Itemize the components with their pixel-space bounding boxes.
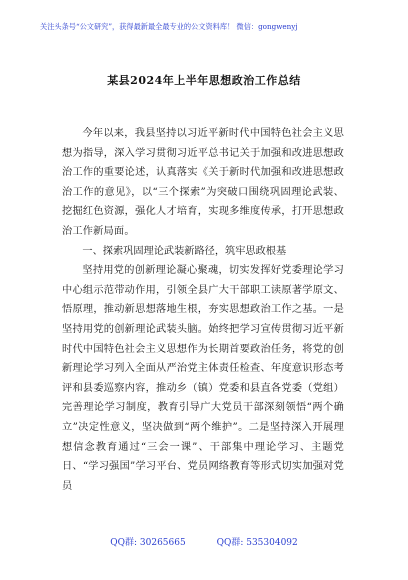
document-body [62, 124, 344, 496]
section-heading-1: 一、探索巩固理论武装新路径，筑牢思政根基 [82, 245, 287, 257]
section-paragraph-1: 坚持用党的创新理论凝心聚魂，切实发挥好党委理论学习中心组示范带动作用，引领全县广大干部职工读原著学原文、悟原理，推动新思想落地生根，夯实思想政治工作之基。一是坚持用党的创新理论武装头脑。始终把学习宣传贯彻习近平新时代中国特色社会主义思想作为长期首要政治任务，将党的创新理论学习列入全面从严治党主体责任检查、年度意识形态考评和县委巡察内容，推动乡（镇）党委和县直各党委（党组）完善理论学习制度，教育引导广大党员干部深刻领悟“两个确立”决定性意义，坚决做到“两个维护”。二是坚持深入开展理想信念教育通过“三会一课”、干部集中理论学习、主题党日、“学习强国”学习平台、党员网络教育等形式切实加强对党员 [62, 265, 344, 492]
document-title: 某县2024年上半年思想政治工作总结 [107, 74, 301, 87]
footer-qq-group-1: QQ群: 30265665 [110, 538, 186, 548]
footer-contact [0, 535, 408, 548]
intro-paragraph: 今年以来，我县坚持以习近平新时代中国特色社会主义思想为指导，深入学习贯彻习近平总书记关于加强和改进思想政治工作的重要论述，认真落实《关于新时代加强和改进思想政治工作的意见》，以“三个探索”为突破口围绕巩固理论武装、挖掘红色资源，强化人才培育，实现多维度传承，打开思想政治工作新局面。 [62, 128, 344, 237]
footer-qq-group-2: QQ群: 535304092 [216, 538, 298, 548]
header-notice: 关注头条号“公文研究”，获得最新最全最专业的公文资料库！ 微信：gongwenyj [40, 22, 298, 31]
